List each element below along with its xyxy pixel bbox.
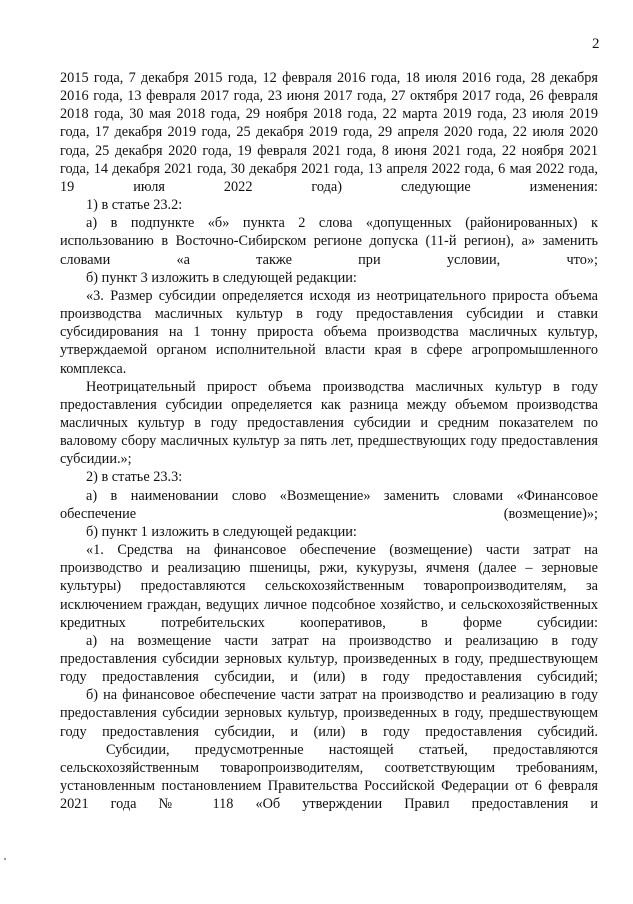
paragraph-name-change: а) в наименовании слово «Возмещение» заменить словами «Финансовое обеспечение (возмещение)»;	[60, 487, 598, 522]
paragraph-article-23-2: 1) в статье 23.2:	[86, 197, 183, 214]
paragraph-subpoint-b: б) пункт 3 изложить в следующей редакции:	[86, 269, 357, 286]
paragraph-subpoint-a: а) в подпункте «б» пункта 2 слова «допущенных (районированных) к использованию в Восточно-Сибирском регионе допуска (11-й регион), а» заменить словами «а также при условии, что»;	[60, 215, 598, 268]
paragraph-reimbursement-a: а) на возмещение части затрат на производство и реализацию в году предоставления субсидии зерновых культур, произведенных в году, предшествующем году предоставления субсидии, и (или) в году предоставления субсидий;	[60, 632, 598, 686]
paragraph-point-1-intro: б) пункт 1 изложить в следующей редакции:	[86, 523, 357, 540]
scan-speck	[4, 858, 6, 860]
page-number: 2	[592, 36, 600, 52]
document-body	[60, 69, 598, 813]
paragraph-article-23-3: 2) в статье 23.3:	[86, 469, 183, 486]
paragraph-growth-definition: Неотрицательный прирост объема производства масличных культур в году предоставления субсидии определяется как разница между объемом производства масличных культур в году предоставления субсидии и средним показателем по валовому сбору масличных культур за пять лет, предшествующих году предоставления субсидии.»;	[60, 378, 598, 468]
paragraph-point-3: «3. Размер субсидии определяется исходя из неотрицательного прироста объема производства масличных культур в году предоставления субсидии и ставки субсидирования на 1 тонну прироста объема производства масличных культур, утверждаемой органом исполнительной власти края в сфере агропромышленного комплекса.	[60, 287, 598, 377]
paragraph-subsidies-requirements: Субсидии, предусмотренные настоящей статьей, предоставляются сельскохозяйственным товаропроизводителям, соответствующим требованиям, установленным постановлением Правительства Российской Федерации от 6 февраля 2021 года № 118 «Об утверждении Правил предоставления и	[60, 741, 598, 813]
paragraph-dates-list: 2015 года, 7 декабря 2015 года, 12 февраля 2016 года, 18 июля 2016 года, 28 декабря 2016 года, 13 февраля 2017 года, 23 июня 2017 года, 27 октября 2017 года, 26 февраля 2018 года, 30 мая 2018 года, 29 ноября 2018 года, 22 марта 2019 года, 23 июля 2019 года, 17 декабря 2019 года, 25 декабря 2019 года, 29 апреля 2020 года, 22 июля 2020 года, 25 декабря 2020 года, 19 февраля 2021 года, 8 июня 2021 года, 22 ноября 2021 года, 14 декабря 2021 года, 30 декабря 2021 года, 13 апреля 2022 года, 6 мая 2022 года, 19 июля 2022 года) следующие изменения:	[60, 70, 598, 195]
paragraph-point-1: «1. Средства на финансовое обеспечение (возмещение) части затрат на производство и реализацию пшеницы, ржи, кукурузы, ячменя (далее – зерновые культуры) предоставляются сельскохозяйственным товаропроизводителям, за исключением граждан, ведущих личное подсобное хозяйство, и сельскохозяйственных кредитных потребительских кооперативов, в форме субсидии:	[60, 542, 598, 631]
paragraph-financing-b: б) на финансовое обеспечение части затрат на производство и реализацию в году предоставления субсидии зерновых культур, произведенных в году, предшествующем году предоставления субсидии, и (или) в году предоставления субсидий.	[60, 687, 598, 740]
